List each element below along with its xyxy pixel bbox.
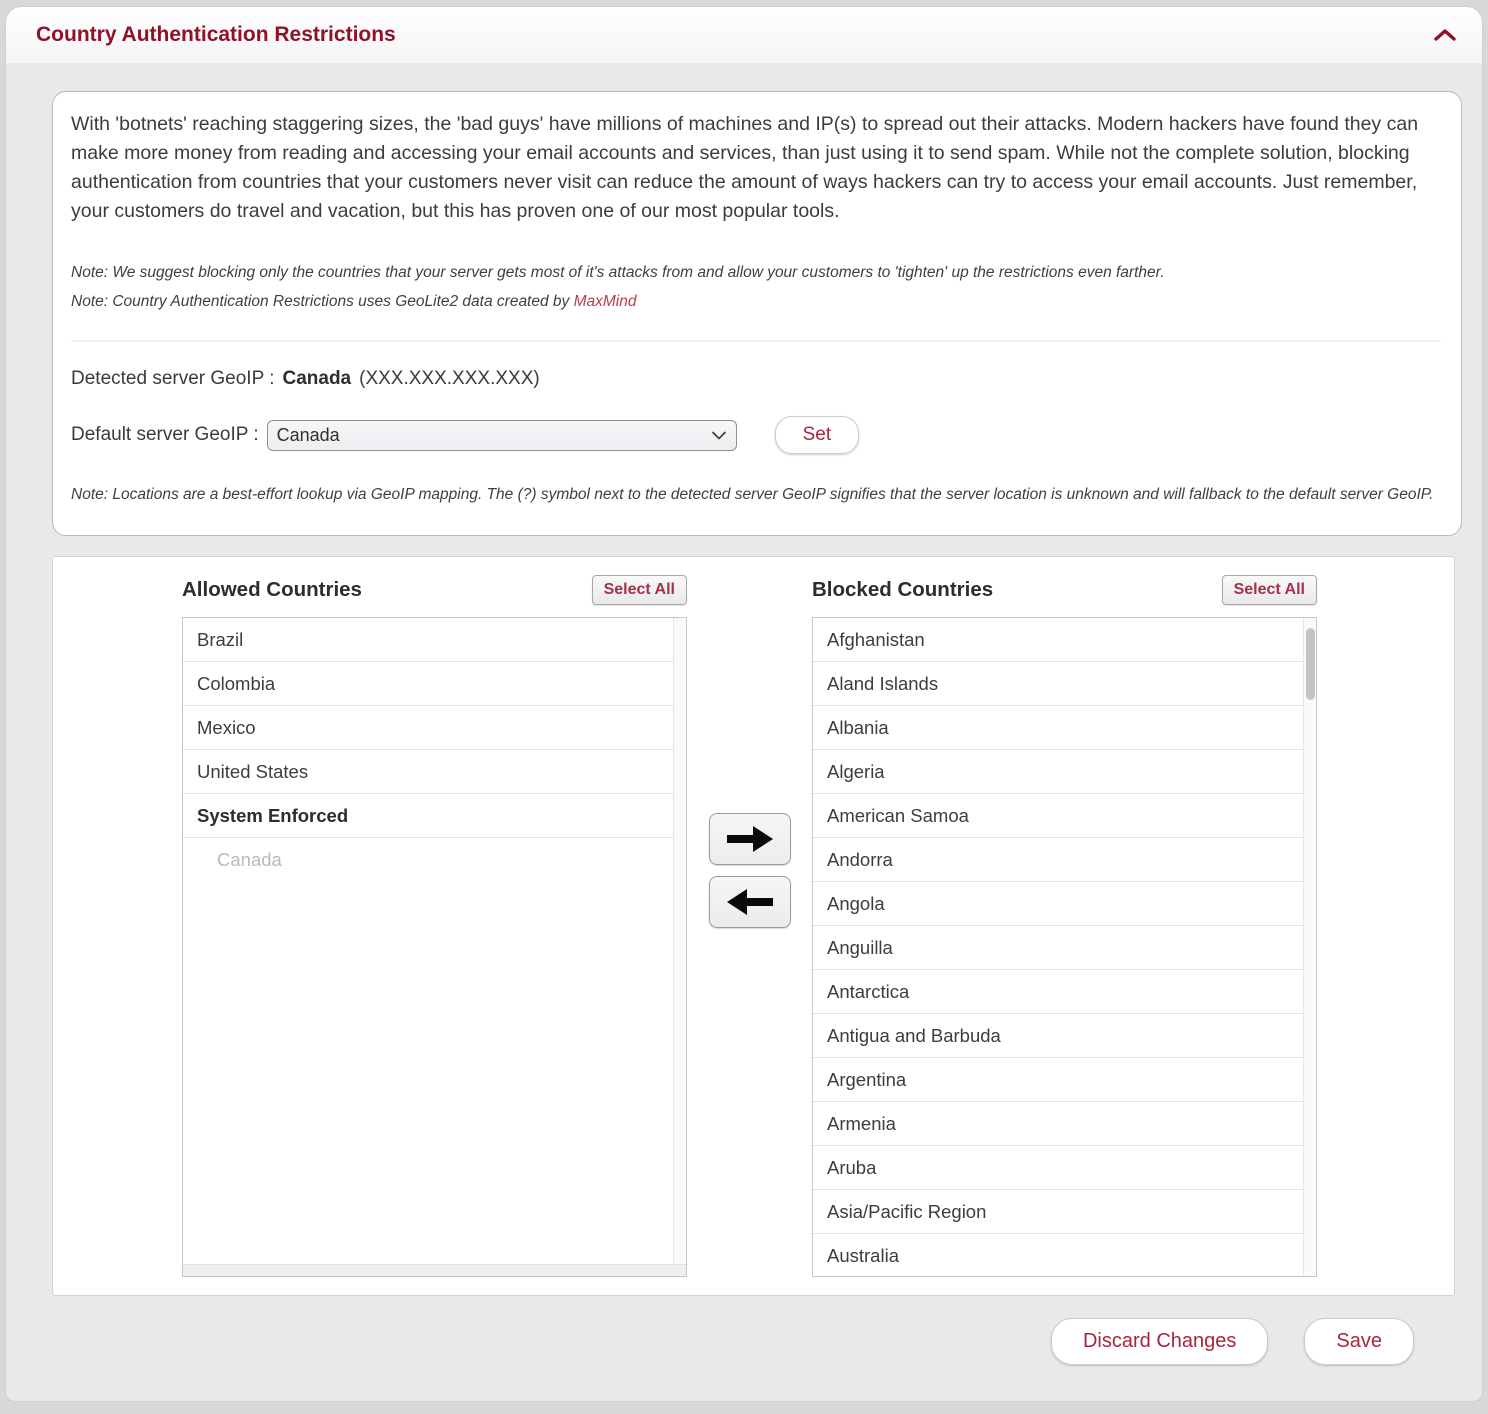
- divider: [71, 340, 1441, 342]
- detected-geoip-line: [71, 368, 1441, 390]
- country-option[interactable]: Brazil: [183, 618, 673, 662]
- allowed-countries-title: Allowed Countries: [182, 578, 362, 601]
- move-to-blocked-button[interactable]: [709, 813, 791, 865]
- description-text: With 'botnets' reaching staggering sizes, the 'bad guys' have millions of machines and IP(s) to spread out their attacks. Modern hackers have found they can make more money from reading and accessing your email accounts and services, than just using it to send spam. While not the complete solution, blocking authentication from countries that your customers never visit can reduce the amount of ways hackers can try to access your email accounts. Just remember, your customers do travel and vacation, but this has proven one of our most popular tools.: [71, 113, 1419, 222]
- country-option[interactable]: United States: [183, 750, 673, 794]
- default-geoip-line: [71, 416, 1441, 454]
- system-enforced-group-label: System Enforced: [183, 794, 673, 838]
- save-button[interactable]: Save: [1304, 1318, 1414, 1365]
- country-option[interactable]: Aland Islands: [813, 662, 1303, 706]
- chevron-up-icon: [1434, 28, 1456, 42]
- default-geoip-selected-value: Canada: [276, 424, 340, 445]
- country-option[interactable]: Antigua and Barbuda: [813, 1014, 1303, 1058]
- country-option[interactable]: Afghanistan: [813, 618, 1303, 662]
- allowed-countries-column: [182, 575, 687, 1295]
- blocked-countries-header: [812, 575, 1317, 615]
- footer-actions: [52, 1296, 1450, 1365]
- country-option[interactable]: Australia: [813, 1234, 1303, 1277]
- default-geoip-label: Default server GeoIP :: [71, 424, 259, 445]
- blocked-countries-title: Blocked Countries: [812, 578, 994, 601]
- maxmind-link[interactable]: MaxMind: [573, 293, 637, 310]
- allowed-select-all-button[interactable]: Select All: [592, 575, 687, 605]
- country-option[interactable]: Antarctica: [813, 970, 1303, 1014]
- left-arrow-icon: [725, 887, 775, 917]
- blocked-list-vertical-scrollbar[interactable]: [1303, 618, 1316, 1276]
- system-enforced-country: Canada: [217, 849, 282, 870]
- blocked-list-scrollbar-thumb[interactable]: [1306, 628, 1315, 700]
- move-buttons-column: [687, 575, 812, 1295]
- note-locations: Note: Locations are a best-effort lookup via GeoIP mapping. The (?) symbol next to the detected server GeoIP signifies that the server location is unknown and will fallback to the default server GeoIP.: [71, 486, 1434, 503]
- blocked-countries-items: [813, 618, 1316, 1277]
- country-lists-box: [52, 556, 1455, 1296]
- blocked-countries-list[interactable]: [812, 617, 1317, 1277]
- detected-geoip-ip: (XXX.XXX.XXX.XXX): [359, 368, 540, 389]
- country-option[interactable]: Armenia: [813, 1102, 1303, 1146]
- country-option[interactable]: Aruba: [813, 1146, 1303, 1190]
- allowed-countries-items: [183, 618, 686, 794]
- allowed-countries-header: [182, 575, 687, 615]
- right-arrow-icon: [725, 824, 775, 854]
- country-option[interactable]: American Samoa: [813, 794, 1303, 838]
- blocked-select-all-button[interactable]: Select All: [1222, 575, 1317, 605]
- allowed-list-vertical-scrollbar[interactable]: [673, 618, 686, 1264]
- note-geolite: [71, 287, 1441, 316]
- country-auth-restrictions-panel: [5, 6, 1483, 1402]
- country-option[interactable]: Albania: [813, 706, 1303, 750]
- system-enforced-items: [183, 838, 686, 882]
- detected-geoip-label: Detected server GeoIP :: [71, 368, 275, 389]
- note-blocking: Note: We suggest blocking only the countries that your server gets most of it's attacks from and allow your customers to 'tighten' up the restrictions even farther.: [71, 264, 1165, 281]
- info-box: [52, 91, 1462, 536]
- move-to-allowed-button[interactable]: [709, 876, 791, 928]
- page-title: Country Authentication Restrictions: [36, 23, 396, 46]
- country-option[interactable]: Colombia: [183, 662, 673, 706]
- collapse-panel-button[interactable]: [1434, 28, 1456, 42]
- country-option[interactable]: Algeria: [813, 750, 1303, 794]
- country-option[interactable]: Asia/Pacific Region: [813, 1190, 1303, 1234]
- country-option[interactable]: Mexico: [183, 706, 673, 750]
- discard-changes-button[interactable]: Discard Changes: [1051, 1318, 1268, 1365]
- country-option[interactable]: Anguilla: [813, 926, 1303, 970]
- note-geolite-text: Note: Country Authentication Restrictions uses GeoLite2 data created by: [71, 293, 574, 310]
- allowed-list-horizontal-scrollbar[interactable]: [183, 1264, 686, 1276]
- chevron-down-icon: [712, 431, 726, 440]
- country-option[interactable]: Angola: [813, 882, 1303, 926]
- blocked-countries-column: [812, 575, 1317, 1295]
- panel-body: [6, 63, 1482, 1365]
- detected-geoip-country: Canada: [282, 368, 352, 389]
- allowed-countries-list[interactable]: [182, 617, 687, 1277]
- panel-header: [6, 7, 1482, 63]
- country-option[interactable]: Argentina: [813, 1058, 1303, 1102]
- country-option[interactable]: Andorra: [813, 838, 1303, 882]
- set-button[interactable]: Set: [775, 416, 860, 454]
- default-geoip-select[interactable]: [267, 420, 737, 451]
